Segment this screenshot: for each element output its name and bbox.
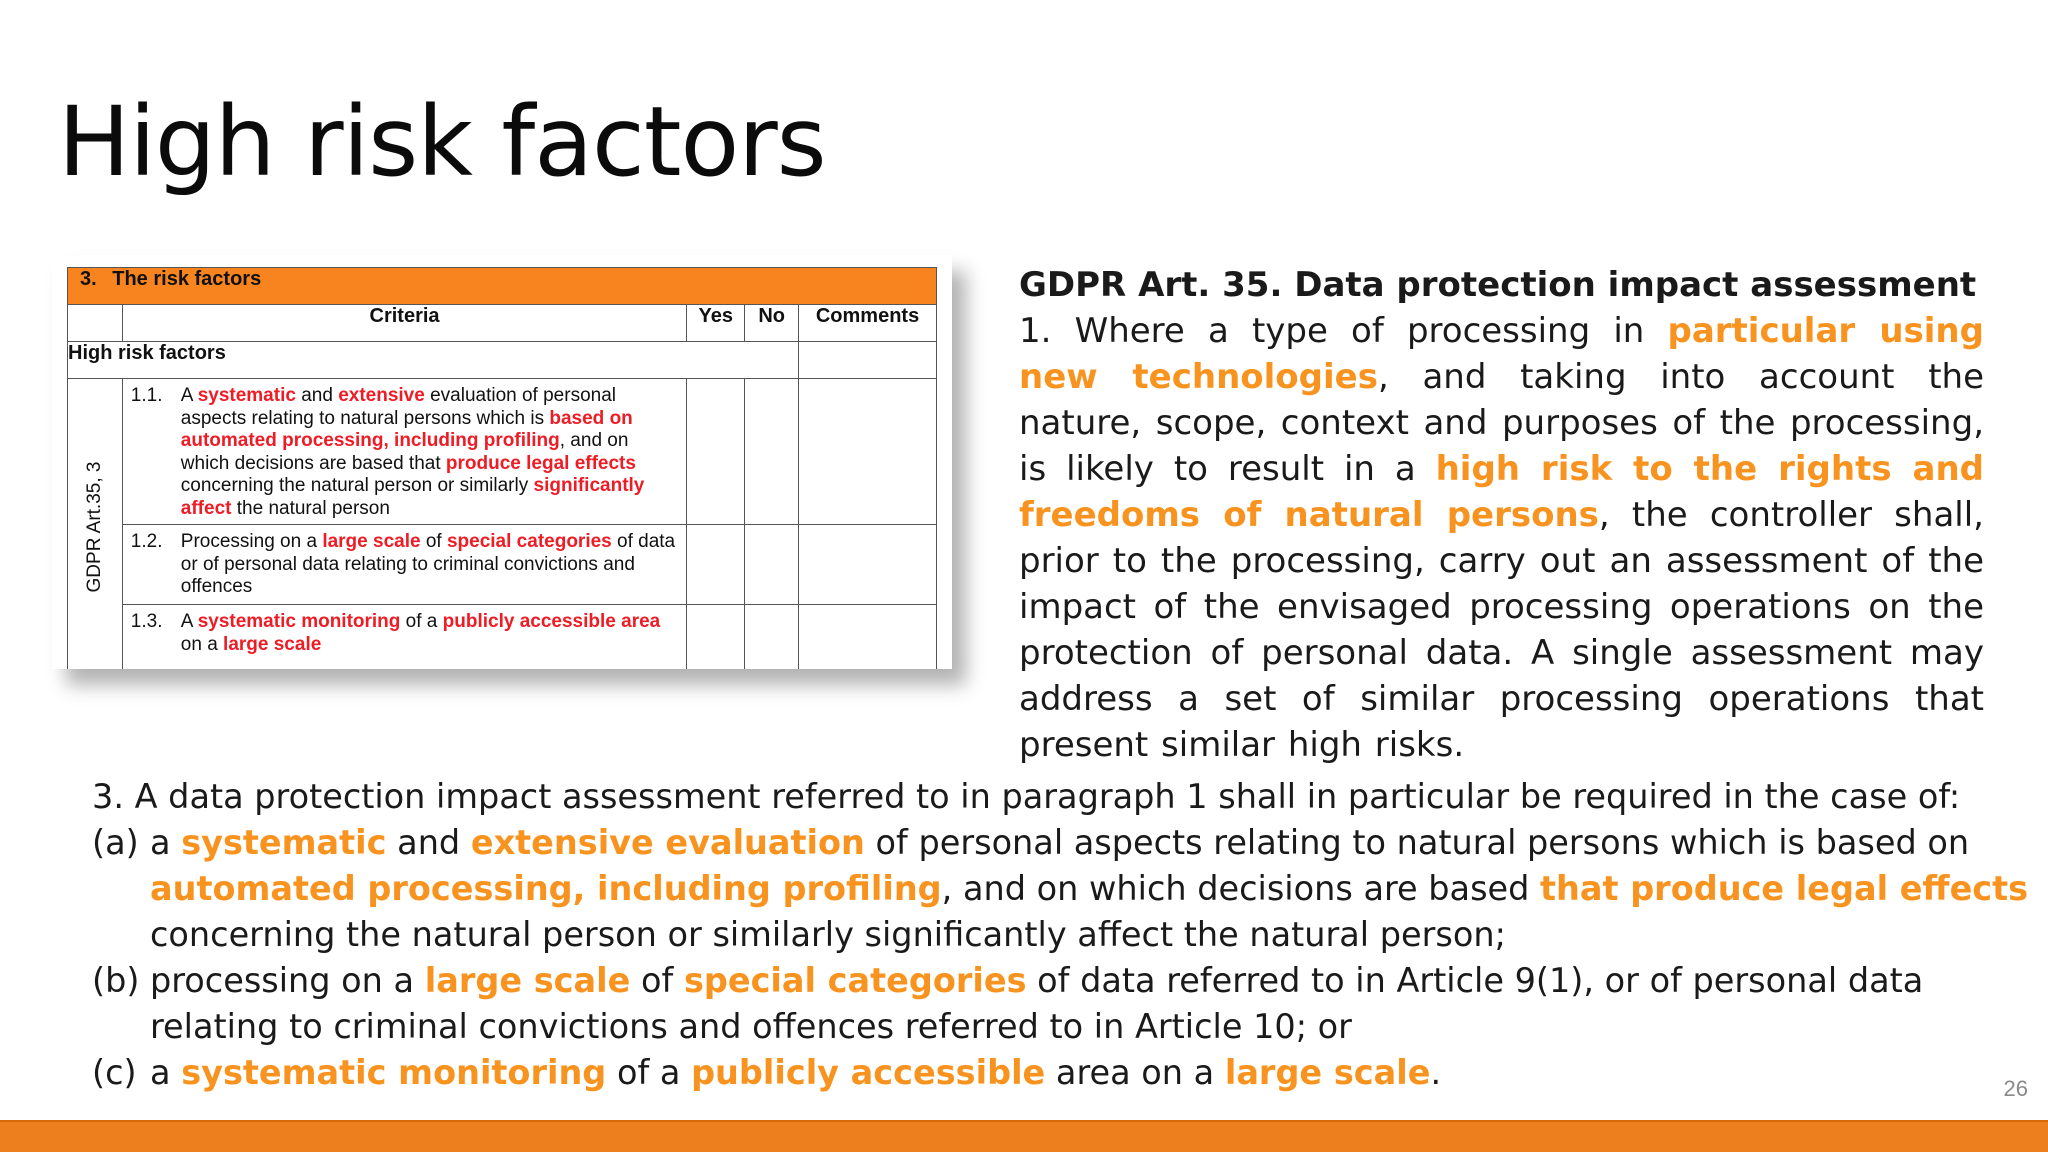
highlighted-term: publicly accessible area (442, 611, 661, 632)
list-item-label: (a) (92, 823, 139, 862)
text-segment: the natural person (231, 497, 390, 519)
text-segment: concerning the natural person or similarly significantly affect the natural person; (150, 915, 1506, 954)
comments-cell (799, 525, 937, 605)
text-segment: 1. Where a type of processing in (1019, 311, 1668, 351)
highlighted-term: special categories (683, 961, 1027, 1000)
article-paragraph-1 (1019, 308, 1984, 768)
highlighted-term: based on automated processing, including profiling (180, 407, 633, 451)
highlighted-term: special categories (446, 531, 612, 552)
list-item-text (150, 1050, 2032, 1096)
list-item (92, 820, 2032, 958)
column-yes: Yes (687, 305, 745, 342)
text-segment: area on a (1045, 1053, 1225, 1092)
highlighted-term: publicly accessible (691, 1053, 1046, 1092)
text-segment: , and on which decisions are based that (180, 430, 629, 474)
highlighted-term: systematic (181, 823, 387, 862)
text-segment: of a (400, 611, 443, 632)
table-row (68, 379, 937, 525)
text-segment: A (180, 611, 198, 632)
slide-title: High risk factors (58, 86, 826, 198)
section-title: The risk factors (112, 268, 262, 290)
section-number: 3. (80, 268, 97, 290)
text-segment: processing on a (150, 961, 425, 1000)
yes-cell (687, 379, 745, 525)
highlighted-term: that produce legal effects (1540, 869, 2029, 908)
list-item-text (150, 958, 2032, 1050)
highlighted-term: systematic (197, 385, 296, 406)
list-item-label: (c) (92, 1053, 137, 1092)
comments-cell (799, 605, 937, 670)
text-segment: A (180, 385, 198, 406)
risk-factors-table (67, 267, 937, 669)
article-heading: GDPR Art. 35. Data protection impact assessment (1019, 265, 1977, 305)
text-segment: of data referred to in Article 9(1), or of personal data relating to criminal convictions and offences referred to in Article 10; or (150, 961, 1924, 1046)
no-cell (745, 605, 799, 670)
comments-cell (799, 379, 937, 525)
list-item (92, 958, 2032, 1050)
list-item-text (150, 820, 2032, 958)
table-group-row (68, 342, 937, 379)
item-number: 1.1. (130, 385, 163, 406)
group-label: High risk factors (68, 342, 799, 379)
text-segment: a (150, 823, 182, 862)
table-section-header (68, 268, 937, 305)
criteria-item (123, 379, 687, 524)
footer-accent-bar (0, 1120, 2048, 1152)
item-text (181, 611, 679, 656)
page-number: 26 (2003, 1076, 2028, 1101)
highlighted-term: systematic monitoring (181, 1053, 607, 1092)
column-criteria: Criteria (122, 305, 687, 342)
text-segment: of (420, 531, 447, 552)
column-comments: Comments (799, 305, 937, 342)
no-cell (745, 525, 799, 605)
article-35-text (1019, 262, 1984, 768)
side-label-cell (68, 379, 123, 670)
text-segment: on a (180, 633, 224, 655)
highlighted-term: significantly affect (180, 475, 645, 519)
text-segment: Processing on a (180, 531, 323, 552)
list-item-label: (b) (92, 961, 140, 1000)
item-number: 1.3. (130, 611, 163, 632)
side-label: GDPR Art.35, 3 (83, 461, 105, 592)
table-row (68, 525, 937, 605)
column-no: No (745, 305, 799, 342)
text-segment: , the controller shall, prior to the processing, carry out an assessment of the impact of the envisaged processing operations on the protection of personal data. A single assessment may address a set of similar processing operations that present similar high risks. (1019, 495, 1984, 765)
item-text (181, 385, 679, 520)
risk-factors-table-image (52, 255, 952, 669)
highlighted-term: large scale (322, 531, 421, 552)
text-segment: of (630, 961, 684, 1000)
item-text (181, 531, 679, 599)
text-segment: of data or of personal data relating to criminal convictions and offences (180, 531, 676, 597)
text-segment: and (386, 823, 471, 862)
criteria-item (123, 525, 687, 603)
highlighted-term: systematic monitoring (197, 611, 401, 632)
table-column-headers (68, 305, 937, 342)
highlighted-term: high risk to the rights and freedoms of natural persons (1019, 449, 1984, 535)
text-segment: evaluation of personal aspects relating to natural persons which is (180, 385, 616, 429)
highlighted-term: particular using new technologies (1019, 311, 1984, 397)
text-segment: . (1430, 1053, 1442, 1092)
yes-cell (687, 525, 745, 605)
text-segment: of personal aspects relating to natural persons which is based on (864, 823, 1970, 862)
paragraph-3-intro: 3. A data protection impact assessment referred to in paragraph 1 shall in particular be required in the case of: (92, 777, 1961, 816)
highlighted-term: large scale (1224, 1053, 1431, 1092)
text-segment: of a (606, 1053, 692, 1092)
highlighted-term: large scale (223, 633, 322, 655)
item-number: 1.2. (130, 531, 163, 552)
criteria-item (123, 605, 687, 660)
text-segment: concerning the natural person or similarly (180, 475, 534, 496)
text-segment: a (150, 1053, 182, 1092)
list-item (92, 1050, 2032, 1096)
no-cell (745, 379, 799, 525)
highlighted-term: produce legal effects (445, 452, 636, 474)
highlighted-term: extensive (338, 385, 425, 406)
text-segment: and (295, 385, 339, 406)
highlighted-term: large scale (424, 961, 631, 1000)
table-row (68, 605, 937, 670)
text-segment: , and on which decisions are based (941, 869, 1541, 908)
highlighted-term: automated processing, including profiling (150, 869, 942, 908)
paragraph-3 (92, 774, 2032, 1096)
highlighted-term: extensive evaluation (470, 823, 865, 862)
yes-cell (687, 605, 745, 670)
text-segment: , and taking into account the nature, scope, context and purposes of the processing, is likely to result in a (1019, 357, 1984, 489)
